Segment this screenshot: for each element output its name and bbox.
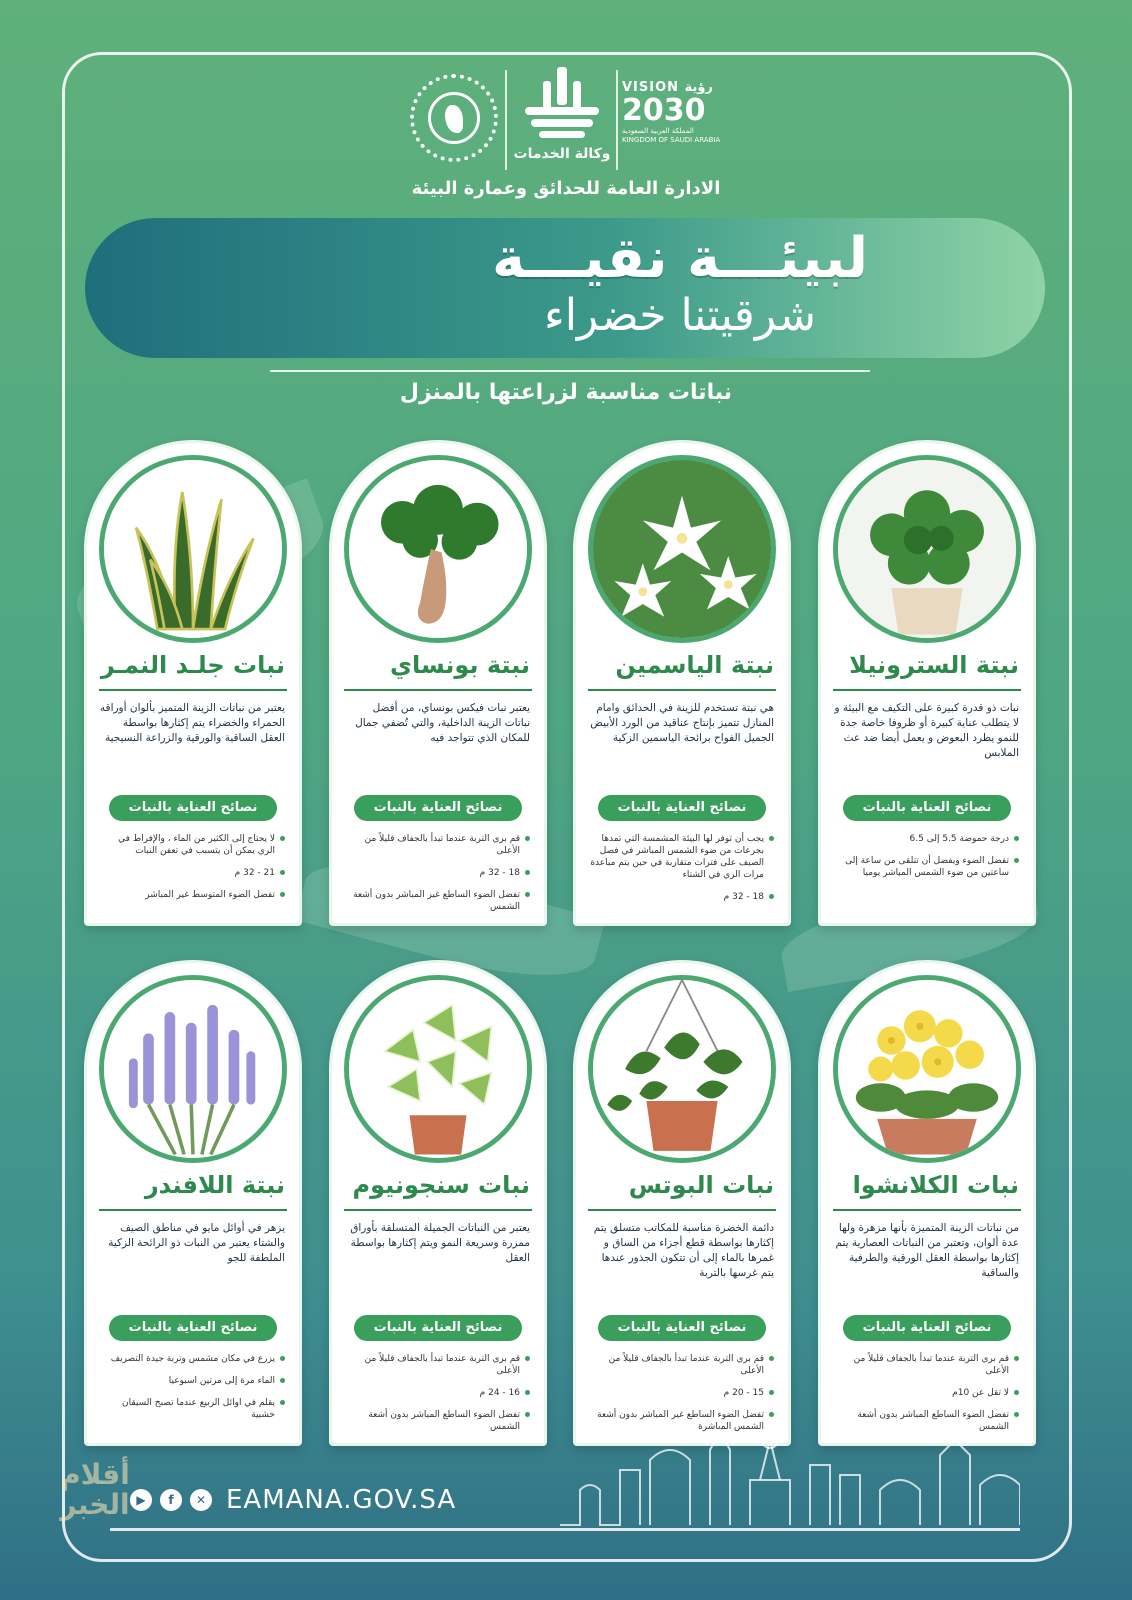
care-tips-label: نصائح العناية بالنبات xyxy=(843,1315,1011,1341)
care-tip: درجة حموضة 5.5 إلى 6.5 xyxy=(835,833,1019,845)
facebook-icon[interactable]: f xyxy=(160,1489,182,1511)
plant-name: نبات الكلانشوا xyxy=(852,1171,1019,1199)
care-tip: يزرع في مكان مشمس وتربة جيدة التصريف xyxy=(101,1353,285,1365)
care-tip: 16 - 24 م xyxy=(346,1387,530,1399)
care-tip: لا تقل عن 10م xyxy=(835,1387,1019,1399)
care-tip: 15 - 20 م xyxy=(590,1387,774,1399)
plant-description: يزهر في أوائل مايو في مناطق الصيف والشتاء يعتبر من النبات ذو الرائحة الزكية الملطفة للجو xyxy=(108,1222,285,1264)
care-tips-label: نصائح العناية بالنبات xyxy=(598,795,766,821)
vision-2030-logo xyxy=(622,80,722,170)
lavender-photo xyxy=(99,975,287,1163)
plant-description: نبات ذو قدرة كبيرة على التكيف مع البيئة و لا يتطلب عناية كبيرة أو ظروفا خاصة جدة للنمو يطرد البعوض و يعمل أيضا ضد عث الملابس xyxy=(834,702,1019,759)
care-tips-list xyxy=(346,833,530,923)
care-tip: يجب أن توفر لها البيئة المشمسة التي تمدها بجرعات من ضوء الشمس المباشر في فصل الصيف على فترات متقاربة في حين يتم مباعدة مرات الري في الشتاء xyxy=(590,833,774,881)
care-tip: قم بري التربة عندما تبدأ بالجفاف قليلاً من الأعلى xyxy=(835,1353,1019,1377)
plant-card xyxy=(818,960,1036,1446)
amana-emblem-icon xyxy=(517,67,607,142)
banner-divider xyxy=(270,370,870,372)
care-tip: قم بري التربة عندما تبدأ بالجفاف قليلاً من الأعلى xyxy=(346,1353,530,1377)
social-links xyxy=(130,1489,212,1511)
care-tip: تفضل الضوء الساطع المباشر بدون أشعة الشمس xyxy=(835,1409,1019,1433)
plant-card xyxy=(573,960,791,1446)
care-tips-list xyxy=(590,833,774,913)
vision-country: المملكة العربية السعودية KINGDOM OF SAUDI ARABIA xyxy=(622,127,721,144)
snake-plant-photo xyxy=(99,455,287,643)
banner-subtitle: شرقيتنا خضراء xyxy=(544,290,816,341)
care-tips-label: نصائح العناية بالنبات xyxy=(598,1315,766,1341)
watermark-logo: أقلام الخبر xyxy=(60,1458,130,1521)
plant-card xyxy=(573,440,791,926)
plant-description: يعتبر نبات فيكس بونساي، من أفضل نباتات الزينة الداخلية، والتي تُضفي جمال للمكان الذي تتواجد فيه xyxy=(355,702,530,744)
care-tip: تفضل الضوء الساطع غير المباشر بدون أشعة الشمس المباشرة xyxy=(590,1409,774,1433)
plant-description: من نباتات الزينة المتميزة بأنها مزهرة ولها عدة ألوان، وتعتبر من النباتات العصارية يتم إكثارها بواسطة العقل الورقية والطرفية والساقية xyxy=(835,1222,1019,1279)
vision-year: 2030 xyxy=(622,93,706,128)
logo-divider xyxy=(505,70,507,170)
pothos-photo xyxy=(588,975,776,1163)
care-tip: تفضل الضوء المتوسط غير المباشر xyxy=(101,889,285,901)
care-tips-label: نصائح العناية بالنبات xyxy=(354,1315,522,1341)
vision-label: VISION رؤية xyxy=(622,80,713,95)
logo-divider xyxy=(616,70,618,170)
plant-description: هي نبتة تستخدم للزينة في الحدائق وامام المنازل تتميز بإنتاج عناقيد من الورد الأبيض الجميل الفواح برائحة الياسمين الزكية xyxy=(590,702,774,744)
care-tips-label: نصائح العناية بالنبات xyxy=(109,1315,277,1341)
plant-description: دائمة الخضرة مناسبة للمكاتب متسلق يتم إكثارها بواسطة قطع أجزاء من الساق و غمرها بالماء إلى أن تتكون الجذور عندها يتم غرسها بالتربة xyxy=(593,1222,774,1279)
plant-card xyxy=(84,960,302,1446)
bonsai-photo xyxy=(344,455,532,643)
care-tip: تفضل الضوء الساطع غير المباشر بدون أشعة الشمس xyxy=(346,889,530,913)
plant-card xyxy=(84,440,302,926)
department-title: الادارة العامة للحدائق وعمارة البيئة xyxy=(411,178,721,199)
hero-banner xyxy=(85,218,1045,358)
plant-name: نبات جلـد النمـر xyxy=(100,651,285,679)
plant-card xyxy=(329,960,547,1446)
care-tip: 18 - 32 م xyxy=(346,867,530,879)
name-underline xyxy=(588,689,776,691)
plant-name: نبتة بونساي xyxy=(389,651,530,679)
environment-logo-icon xyxy=(410,74,498,162)
footer xyxy=(130,1480,456,1520)
footer-divider xyxy=(110,1528,1020,1531)
name-underline xyxy=(99,1209,287,1211)
care-tip: قم بري التربة عندما تبدأ بالجفاف قليلاً من الأعلى xyxy=(346,833,530,857)
name-underline xyxy=(344,1209,532,1211)
syngonium-photo xyxy=(344,975,532,1163)
care-tips-label: نصائح العناية بالنبات xyxy=(109,795,277,821)
care-tips-list xyxy=(101,833,285,911)
header-logos xyxy=(0,62,1132,177)
name-underline xyxy=(99,689,287,691)
care-tip: لا يحتاج إلى الكثير من الماء ، والإفراط في الري يمكن أن يتسبب في تعفن النبات xyxy=(101,833,285,857)
amana-logo xyxy=(512,67,612,172)
care-tips-label: نصائح العناية بالنبات xyxy=(354,795,522,821)
care-tips-list xyxy=(346,1353,530,1443)
care-tip: تفضل الضوء ويفضل أن تتلقى من ساعة إلى ساعتين من ضوء الشمس المباشر يوميا xyxy=(835,855,1019,879)
citronella-photo xyxy=(833,455,1021,643)
name-underline xyxy=(588,1209,776,1211)
care-tips-list xyxy=(101,1353,285,1431)
name-underline xyxy=(833,689,1021,691)
banner-title: لبيئـــة نقيـــة xyxy=(491,226,869,291)
agency-name: وكالة الخدمات xyxy=(513,146,611,162)
care-tip: تفضل الضوء الساطع المباشر بدون أشعة الشمس xyxy=(346,1409,530,1433)
plant-name: نبتة السترونيلا xyxy=(849,651,1019,679)
plant-name: نبات البوتس xyxy=(628,1171,774,1199)
jasmine-photo xyxy=(588,455,776,643)
city-skyline-icon xyxy=(560,1420,1020,1530)
care-tip: الماء مرة إلى مرتين اسبوعيا xyxy=(101,1375,285,1387)
name-underline xyxy=(833,1209,1021,1211)
youtube-icon[interactable]: ▶ xyxy=(130,1489,152,1511)
plant-description: يعتبر من نباتات الزينة المتميز بألوان أوراقه الحمراء والخضراء يتم إكثارها بواسطة العقل الساقية والورقية والزراعة النسيجية xyxy=(99,702,285,744)
plant-name: نبات سنجونيوم xyxy=(352,1171,530,1199)
care-tip: 18 - 32 م xyxy=(590,891,774,903)
plant-card xyxy=(329,440,547,926)
care-tips-label: نصائح العناية بالنبات xyxy=(843,795,1011,821)
plant-card xyxy=(818,440,1036,926)
care-tip: يقلم في اوائل الربيع عندما تصبح السيقان خشبية xyxy=(101,1397,285,1421)
plant-description: يعتبر من النباتات الجميلة المتسلقة بأوراق ممزرة وسريعة النمو ويتم إكثارها بواسطة العقل xyxy=(350,1222,530,1264)
kalanchoe-photo xyxy=(833,975,1021,1163)
name-underline xyxy=(344,689,532,691)
care-tip: قم بري التربة عندما تبدأ بالجفاف قليلاً من الأعلى xyxy=(590,1353,774,1377)
plant-name: نبتة الياسمين xyxy=(615,651,774,679)
website-link[interactable]: EAMANA.GOV.SA xyxy=(226,1485,457,1515)
section-title: نباتات مناسبة لزراعتها بالمنزل xyxy=(399,380,733,405)
care-tips-list xyxy=(835,833,1019,889)
x-twitter-icon[interactable]: ✕ xyxy=(190,1489,212,1511)
care-tip: 21 - 32 م xyxy=(101,867,285,879)
plant-name: نبتة اللافندر xyxy=(144,1171,285,1199)
